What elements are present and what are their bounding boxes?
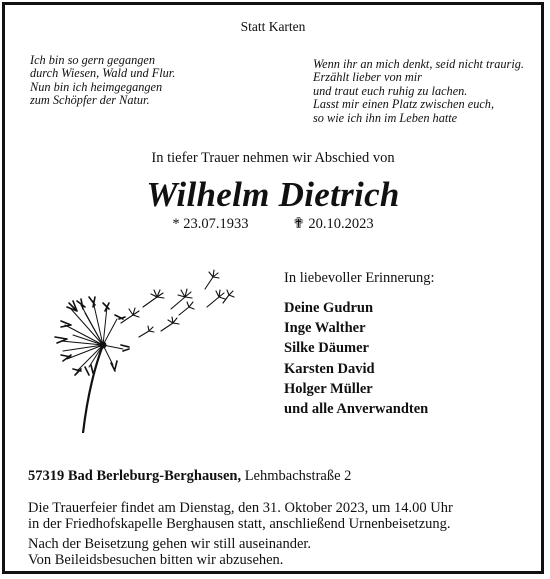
memory-label: In liebevoller Erinnerung: [284,270,435,286]
dandelion-icon [33,267,243,433]
private-line: Nach der Beisetzung gehen wir still auseinander. [28,536,312,552]
poem-line: und traut euch ruhig zu lachen. [313,83,468,98]
birth-date: * 23.07.1933 [172,216,249,232]
intro-text: In tiefer Trauer nehmen wir Abschied von [151,150,395,166]
mourner-name: Silke Däumer [284,340,369,357]
header-text: Statt Karten [240,19,306,34]
service-line: in der Friedhofskapelle Berghausen statt, anschließend Urnenbeisetzung. [28,516,451,532]
mourner-name: und alle Anverwandten [284,400,429,417]
address-city: 57319 Bad Berleburg-Berghausen, [28,468,242,484]
mourner-name: Deine Gudrun [284,300,374,316]
poem-right [313,58,524,125]
service-info [28,500,453,532]
deceased-name: Wilhelm Dietrich [146,175,400,214]
private-note [28,536,311,568]
poem-line: so wie ich ihn im Leben hatte [313,110,458,125]
mourner-name: Holger Müller [284,380,373,397]
poem-line: Erzählt lieber von mir [313,70,422,85]
poem-line: Wenn ihr an mich denkt, seid nicht traurig. [313,57,524,71]
death-date: ✟ 20.10.2023 [292,216,374,232]
private-line: Von Beileidsbesuchen bitten wir abzusehen. [28,552,284,568]
poem-line: zum Schöpfer der Natur. [30,93,150,108]
death-notice [2,2,544,574]
address-line [28,468,351,485]
life-dates [5,216,541,233]
service-line: Die Trauerfeier findet am Dienstag, den 31. Oktober 2023, um 14.00 Uhr [28,500,453,516]
poem-line: Ich bin so gern gegangen [30,53,155,67]
poem-line: Nun bin ich heimgegangen [30,79,163,94]
mourners-list [284,298,428,419]
poem-left [30,54,175,108]
poem-line: Lasst mir einen Platz zwischen euch, [313,97,495,112]
mourner-name: Karsten David [284,360,375,377]
poem-line: durch Wiesen, Wald und Flur. [30,66,176,81]
address-street: Lehmbachstraße 2 [241,468,352,484]
mourner-name: Inge Walther [284,320,366,337]
